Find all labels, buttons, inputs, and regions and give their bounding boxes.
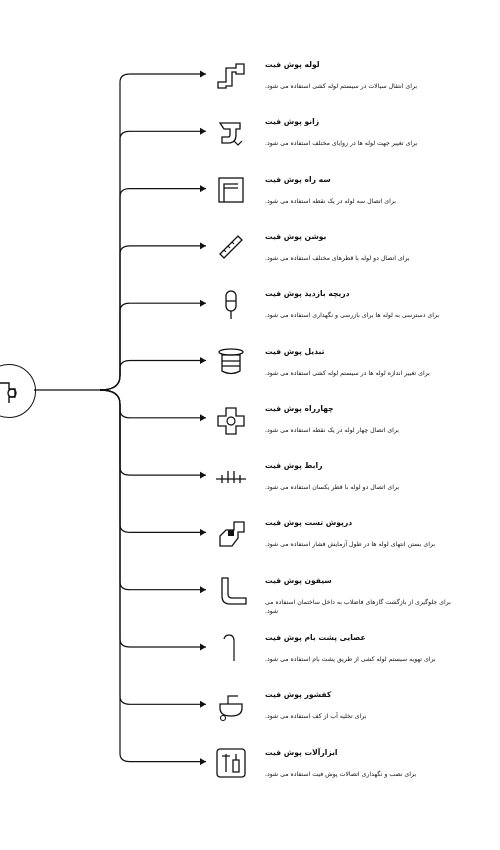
item-title: دریچه بازدید پوش فیت bbox=[265, 289, 350, 299]
list-item bbox=[210, 404, 490, 460]
arrowhead bbox=[200, 242, 206, 249]
branch-line bbox=[100, 390, 206, 532]
arrowhead bbox=[200, 586, 206, 593]
branch-line bbox=[100, 390, 206, 762]
branch-line bbox=[100, 390, 206, 590]
siphon-icon bbox=[214, 574, 248, 608]
arrowhead bbox=[200, 758, 206, 765]
item-title: کفشور پوش فیت bbox=[265, 690, 332, 700]
pipe-icon bbox=[214, 58, 248, 92]
list-item bbox=[210, 748, 490, 804]
list-item bbox=[210, 347, 490, 403]
arrowhead bbox=[200, 644, 206, 651]
list-item bbox=[210, 518, 490, 574]
arrowhead bbox=[200, 414, 206, 421]
item-description: برای تخلیه آب از کف استفاده می شود. bbox=[265, 713, 367, 721]
branch-line bbox=[100, 361, 206, 391]
inspection-door-icon bbox=[214, 287, 248, 321]
tools-icon bbox=[214, 746, 248, 780]
item-description: برای بستن انتهای لوله ها در طول آزمایش فشار استفاده می شود. bbox=[265, 541, 436, 549]
branch-line bbox=[100, 246, 206, 390]
item-title: تبدیل پوش فیت bbox=[265, 346, 325, 356]
branch-line bbox=[100, 74, 206, 390]
item-title: لوله پوش فیت bbox=[265, 60, 320, 69]
item-description: برای انتقال سیالات در سیستم لوله کشی استفاده می شود. bbox=[265, 83, 418, 90]
arrowhead bbox=[200, 701, 206, 708]
item-description: برای جلوگیری از بازگشت گازهای فاضلاب به داخل ساختمان استفاده می شود. bbox=[265, 598, 451, 615]
item-description: برای اتصال چهار لوله در یک نقطه استفاده می شود. bbox=[265, 426, 400, 434]
list-item bbox=[210, 633, 490, 689]
item-title: سه راه پوش فیت bbox=[265, 174, 331, 184]
list-item bbox=[210, 175, 490, 231]
branch-line bbox=[100, 390, 206, 704]
arrowhead bbox=[200, 472, 206, 479]
item-description: برای نصب و نگهداری اتصالات پوش فیت استفاده می شود. bbox=[265, 770, 417, 778]
list-item bbox=[210, 576, 490, 632]
item-description: برای تغییر اندازه لوله ها در سیستم لوله کشی استفاده می شود. bbox=[265, 369, 430, 377]
tee-icon bbox=[214, 173, 248, 207]
list-item bbox=[210, 232, 490, 288]
item-title: درپوش تست پوش فیت bbox=[265, 518, 353, 528]
item-description: برای تهویه سیستم لوله کشی از طریق پشت بام استفاده می شود. bbox=[265, 656, 436, 663]
list-item bbox=[210, 289, 490, 345]
test-cap-icon bbox=[214, 516, 248, 550]
item-description: برای اتصال سه لوله در یک نقطه استفاده می شود. bbox=[265, 197, 396, 205]
list-item bbox=[210, 461, 490, 517]
item-description: برای دسترسی به لوله ها برای بازرسی و نگهداری استفاده می شود. bbox=[265, 312, 440, 320]
elbow-icon bbox=[214, 115, 248, 149]
item-title: زانو پوش فیت bbox=[265, 117, 320, 127]
list-item bbox=[210, 60, 490, 116]
plumbing-root-icon bbox=[0, 375, 27, 409]
branch-line bbox=[100, 303, 206, 390]
arrowhead bbox=[200, 300, 206, 307]
item-title: چهارراه پوش فیت bbox=[265, 403, 334, 413]
floor-drain-icon bbox=[214, 688, 248, 722]
item-description: برای تغییر جهت لوله ها در زوایای مختلف استفاده می شود. bbox=[265, 140, 418, 148]
bushing-icon bbox=[214, 230, 248, 264]
item-title: سیفون پوش فیت bbox=[265, 575, 332, 585]
arrowhead bbox=[200, 185, 206, 192]
item-title: عصایی پشت بام پوش فیت bbox=[265, 633, 366, 642]
arrowhead bbox=[200, 71, 206, 78]
item-title: رابط پوش فیت bbox=[265, 461, 323, 471]
cross-icon bbox=[214, 402, 248, 436]
list-item bbox=[210, 117, 490, 173]
branch-line bbox=[100, 131, 206, 390]
arrowhead bbox=[200, 128, 206, 135]
branch-line bbox=[100, 390, 206, 475]
item-title: بوشن پوش فیت bbox=[265, 231, 327, 241]
connector-icon bbox=[214, 459, 248, 493]
item-description: برای اتصال دو لوله با قطر یکسان استفاده می شود. bbox=[265, 484, 400, 492]
item-description: برای اتصال دو لوله با قطرهای مختلف استفاده می شود. bbox=[265, 254, 410, 262]
arrowhead bbox=[200, 357, 206, 364]
reducer-icon bbox=[214, 345, 248, 379]
roof-vent-icon bbox=[214, 631, 248, 665]
item-title: ابزارآلات پوش فیت bbox=[265, 747, 338, 757]
list-item bbox=[210, 690, 490, 746]
arrowhead bbox=[200, 529, 206, 536]
branch-line bbox=[100, 390, 206, 647]
branch-line bbox=[100, 189, 206, 390]
